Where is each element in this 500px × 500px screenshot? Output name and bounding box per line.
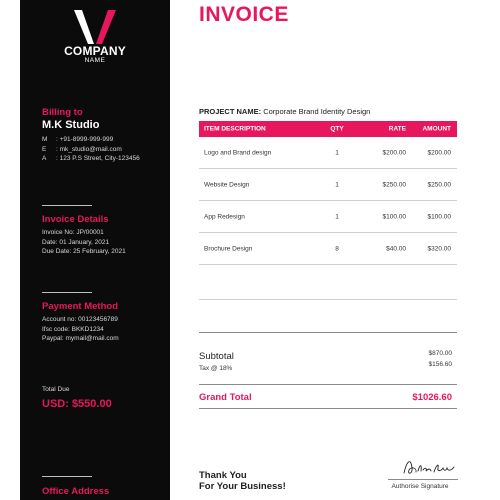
invoice-number: Invoice No: JP/00001 [42, 229, 104, 236]
total-due-amount: USD: $550.00 [42, 398, 112, 410]
payment-details [42, 315, 119, 344]
item-description: Brochure Design [204, 245, 253, 252]
item-rate: $250.00 [382, 181, 406, 188]
table-row [199, 169, 457, 201]
signature-label: Authorise Signature [391, 483, 449, 490]
item-qty: 8 [335, 245, 339, 252]
account-number: Account no: 00123456789 [42, 316, 118, 323]
billing-contacts [42, 135, 140, 164]
table-divider [199, 299, 457, 300]
item-qty: 1 [335, 149, 339, 156]
company-name: COMPANY [64, 44, 126, 58]
grand-total-label: Grand Total [199, 392, 252, 403]
totals-divider [199, 384, 457, 385]
item-qty: 1 [335, 213, 339, 220]
header-item-description: ITEM DESCRIPTION [204, 125, 266, 133]
invoice-due-date: Due Date: 25 February, 2021 [42, 248, 126, 255]
invoice-details-title: Invoice Details [42, 214, 109, 225]
tax-label: Tax @ 18% [199, 365, 233, 372]
contact-email: E : mk_studio@mail.com [42, 145, 122, 153]
company-subname: NAME [84, 57, 106, 64]
item-rate: $100.00 [382, 213, 406, 220]
item-description: App Redesign [204, 213, 245, 220]
item-amount: $100.00 [427, 213, 451, 220]
subtotal-label: Subtotal [199, 351, 234, 362]
tax-value: $156.60 [428, 361, 452, 368]
signature-line [388, 479, 458, 480]
item-qty: 1 [335, 181, 339, 188]
grand-total-value: $1026.60 [412, 392, 452, 403]
table-row [199, 201, 457, 233]
billing-name: M.K Studio [42, 119, 100, 131]
office-address-title: Office Address [42, 486, 110, 497]
table-divider [199, 332, 457, 333]
signature-icon [401, 456, 457, 478]
table-row [199, 233, 457, 265]
header-qty: QTY [330, 125, 344, 133]
item-amount: $250.00 [427, 181, 451, 188]
contact-mobile: M : +91-8999-999-999 [42, 136, 114, 143]
item-rate: $200.00 [382, 149, 406, 156]
company-logo-icon [60, 10, 130, 46]
contact-address: A : 123 P.S Street, City-123456 [42, 155, 140, 162]
divider [42, 292, 92, 293]
paypal-email: Paypal: mymail@mail.com [42, 335, 119, 342]
table-header [199, 121, 457, 137]
subtotal-value: $870.00 [428, 350, 452, 357]
invoice-date: Date: 01 January, 2021 [42, 238, 110, 246]
sidebar [20, 0, 170, 500]
item-description: Logo and Brand design [204, 149, 272, 156]
divider [42, 205, 92, 206]
item-amount: $200.00 [427, 149, 451, 156]
project-name: PROJECT NAME: Corporate Brand Identity Design [199, 107, 371, 116]
invoice-details [42, 228, 126, 257]
item-amount: $320.00 [427, 245, 451, 252]
payment-method-title: Payment Method [42, 301, 119, 312]
ifsc-code: Ifsc code: BKKD1234 [42, 325, 104, 333]
total-due-label: Total Due [42, 386, 70, 393]
header-amount: AMOUNT [422, 125, 451, 133]
item-rate: $40.00 [386, 245, 406, 252]
table-row [199, 137, 457, 169]
invoice-title: INVOICE [199, 3, 289, 26]
item-description: Website Design [204, 181, 250, 188]
header-rate: RATE [388, 125, 406, 133]
billing-title: Billing to [42, 107, 83, 118]
thank-you-note: Thank You For Your Business! [199, 470, 286, 492]
divider [42, 476, 92, 477]
totals-divider [199, 408, 457, 409]
